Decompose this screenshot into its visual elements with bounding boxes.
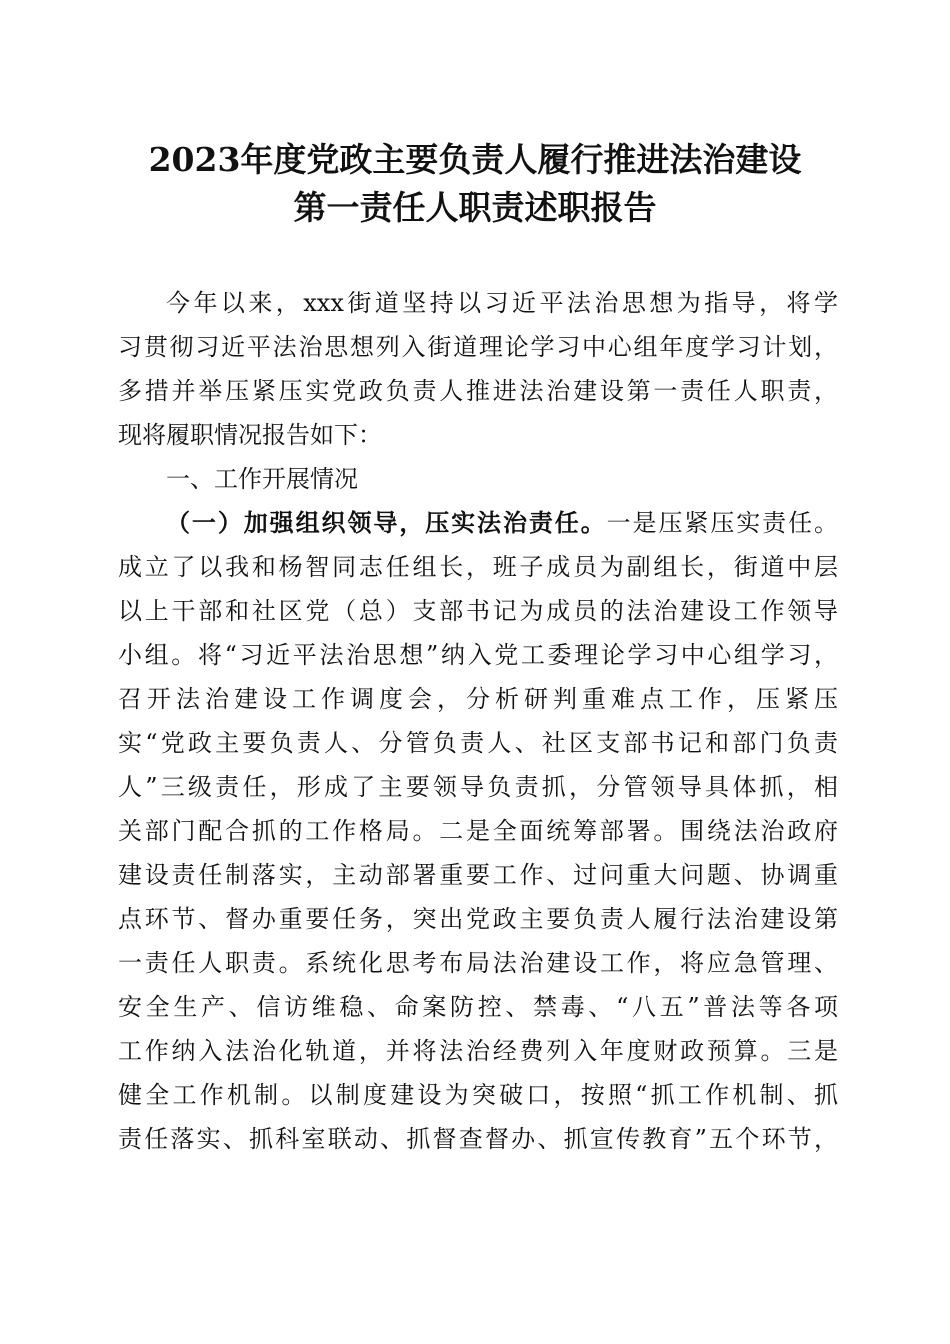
paragraph-line: 实“党政主要负责人、分管负责人、社区支部书记和部门负责: [118, 729, 838, 757]
intro-line: 今年以来，xxx街道坚持以习近平法治思想为指导，将学: [166, 289, 838, 317]
document-title-line-2: 第一责任人职责述职报告: [293, 188, 657, 227]
paragraph-line: 一责任人职责。系统化思考布局法治建设工作，将应急管理、: [118, 949, 838, 977]
subsection-first-line-text: 一是压紧压实责任。: [606, 509, 838, 537]
paragraph-line: 召开法治建设工作调度会，分析研判重难点工作，压紧压: [118, 685, 838, 713]
paragraph-line: 安全生产、信访维稳、命案防控、禁毒、“八五”普法等各项: [118, 993, 838, 1021]
intro-line: 现将履职情况报告如下：: [118, 421, 382, 449]
paragraph-line: 成立了以我和杨智同志任组长，班子成员为副组长，街道中层: [118, 553, 838, 581]
paragraph-line: 点环节、督办重要任务，突出党政主要负责人履行法治建设第: [118, 905, 838, 933]
paragraph-line: 小组。将“习近平法治思想”纳入党工委理论学习中心组学习，: [118, 641, 838, 669]
paragraph-line: 责任落实、抓科室联动、抓督查督办、抓宣传教育”五个环节，: [118, 1125, 838, 1153]
paragraph-line: 建设责任制落实，主动部署重要工作、过问重大问题、协调重: [118, 861, 838, 889]
paragraph-line: 以上干部和社区党（总）支部书记为成员的法治建设工作领导: [118, 597, 838, 625]
document-body: [118, 281, 838, 1161]
document-title-line-1: 2023年度党政主要负责人履行推进法治建设: [148, 140, 802, 179]
paragraph-line: 健全工作机制。以制度建设为突破口，按照“抓工作机制、抓: [118, 1081, 838, 1109]
paragraph-line: 关部门配合抓的工作格局。二是全面统筹部署。围绕法治政府: [118, 817, 838, 845]
subsection-heading: （一）加强组织领导，压实法治责任。: [166, 508, 607, 537]
paragraph-line: 人”三级责任，形成了主要领导负责抓，分管领导具体抓，相: [118, 773, 838, 801]
intro-line: 习贯彻习近平法治思想列入街道理论学习中心组年度学习计划，: [118, 333, 838, 361]
subsection-first-line: [118, 501, 838, 545]
section-heading: 一、工作开展情况: [166, 465, 358, 493]
intro-line: 多措并举压紧压实党政负责人推进法治建设第一责任人职责，: [118, 377, 838, 405]
paragraph-line: 工作纳入法治化轨道，并将法治经费列入年度财政预算。三是: [118, 1037, 838, 1065]
